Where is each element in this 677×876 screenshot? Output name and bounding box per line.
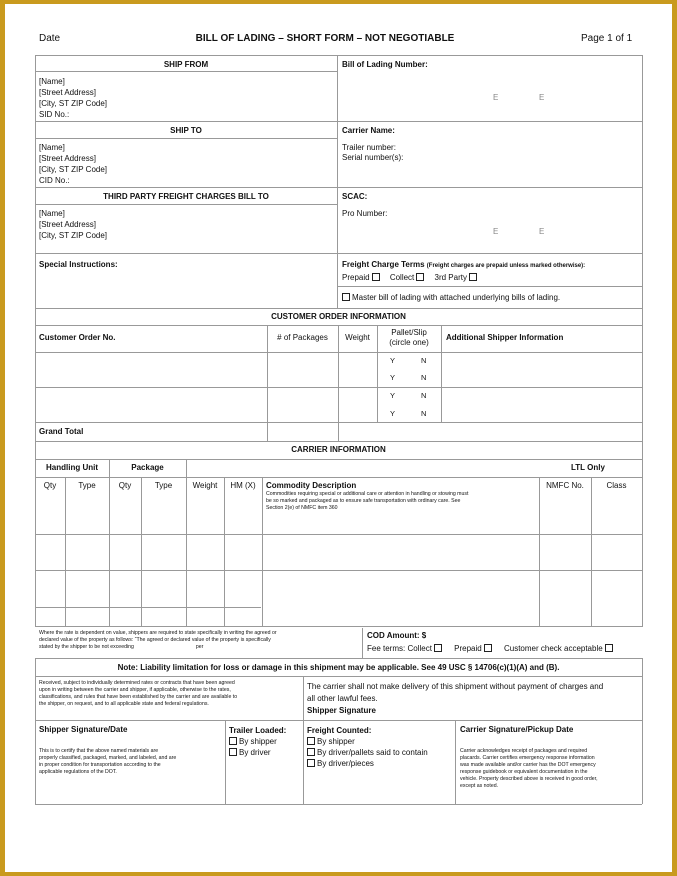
third-party-city: [City, ST ZIP Code] xyxy=(39,231,108,240)
received-line: classifications, and rules that have been established by the carrier and are available to xyxy=(39,694,238,700)
ship-from-name: [Name] xyxy=(39,77,65,86)
rule xyxy=(35,658,642,659)
third-party-checkbox[interactable] xyxy=(469,273,477,281)
rule xyxy=(267,325,268,441)
rule xyxy=(35,676,642,677)
shipper-signature-label: Shipper Signature xyxy=(307,706,376,715)
barcode-glyph: E xyxy=(493,227,499,236)
fee-collect-checkbox[interactable] xyxy=(434,644,442,652)
ship-to-heading: SHIP TO xyxy=(170,126,202,135)
no-marker[interactable]: N xyxy=(421,356,427,365)
counted-by-shipper: By shipper xyxy=(317,737,355,746)
carrier-delivery-note xyxy=(307,681,603,717)
declared-value-note xyxy=(39,630,277,651)
rule xyxy=(35,658,36,804)
counted-by-shipper-checkbox[interactable] xyxy=(307,737,315,745)
rule xyxy=(35,204,337,205)
fee-prepaid-option: Prepaid xyxy=(454,644,482,653)
received-line: Received, subject to individually determined rates or contracts that have been agreed xyxy=(39,680,235,686)
barcode-glyph: E xyxy=(539,93,545,102)
col-packages: # of Packages xyxy=(277,333,328,342)
shipper-certification xyxy=(39,748,176,776)
rule xyxy=(35,607,261,608)
border-left xyxy=(35,55,36,627)
liability-note: Note: Liability limitation for loss or damage in this shipment may be applicable. See 49 USC § 14706(c)(1)(A) and (B). xyxy=(117,663,560,672)
master-bill xyxy=(342,293,560,302)
counted-by-pallets-checkbox[interactable] xyxy=(307,748,315,756)
ship-from-city: [City, ST ZIP Code] xyxy=(39,99,108,108)
third-party-heading: THIRD PARTY FREIGHT CHARGES BILL TO xyxy=(103,192,269,201)
fee-collect-option: Collect xyxy=(407,644,432,653)
package-label: Package xyxy=(131,463,164,472)
ship-from-sid: SID No.: xyxy=(39,110,70,119)
rule xyxy=(35,626,642,627)
ltl-only-label: LTL Only xyxy=(571,463,605,472)
master-bill-checkbox[interactable] xyxy=(342,293,350,301)
rule xyxy=(35,308,642,309)
serial-number-label: Serial number(s): xyxy=(342,153,404,162)
by-driver-checkbox[interactable] xyxy=(229,748,237,756)
divider-mid xyxy=(337,55,338,308)
carrier-acknowledgement xyxy=(460,748,598,790)
col-weight: Weight xyxy=(345,333,370,342)
commodity-note-line: be so marked and packaged as to ensure safe transportation with ordinary care. See xyxy=(266,498,461,504)
border-right xyxy=(642,55,643,627)
freight-counted-title: Freight Counted: xyxy=(307,726,372,735)
ship-to-cid: CID No.: xyxy=(39,176,70,185)
collect-checkbox[interactable] xyxy=(416,273,424,281)
scac-label: SCAC: xyxy=(342,192,368,201)
rule xyxy=(35,187,642,188)
third-party-address xyxy=(39,208,107,241)
col-commodity: Commodity Description xyxy=(266,481,357,490)
rule xyxy=(35,534,642,535)
col-hu-qty: Qty xyxy=(43,481,57,490)
shipper-cert-line: in proper condition for transportation according to the xyxy=(39,762,161,768)
received-line: the shipper, on request, and to all applicable state and federal regulations. xyxy=(39,701,209,707)
trailer-by-shipper: By shipper xyxy=(239,737,277,746)
carrier-ack-line: was made available and/or carrier has the DOT emergency xyxy=(460,762,596,768)
rule xyxy=(362,628,363,658)
rule xyxy=(224,477,225,626)
carrier-info-heading: CARRIER INFORMATION xyxy=(291,445,386,454)
rule xyxy=(35,253,642,254)
rule xyxy=(303,676,304,804)
ship-to-city: [City, ST ZIP Code] xyxy=(39,165,108,174)
yes-marker[interactable]: Y xyxy=(390,391,396,400)
col-weight: Weight xyxy=(192,481,218,490)
commodity-note-line: Section 2(e) of NMFC item 360 xyxy=(266,505,338,511)
rule xyxy=(35,441,642,442)
rule xyxy=(338,325,339,441)
by-shipper-checkbox[interactable] xyxy=(229,737,237,745)
rule xyxy=(141,477,142,626)
customer-check-checkbox[interactable] xyxy=(605,644,613,652)
fee-terms xyxy=(367,644,615,653)
fee-terms-label: Fee terms: xyxy=(367,644,406,653)
carrier-note-line: The carrier shall not make delivery of this shipment without payment of charges and xyxy=(307,682,604,691)
ship-to-name: [Name] xyxy=(39,143,65,152)
third-party-street: [Street Address] xyxy=(39,220,96,229)
customer-order-heading: CUSTOMER ORDER INFORMATION xyxy=(271,312,406,321)
master-bill-text: Master bill of lading with attached underlying bills of lading. xyxy=(352,293,561,302)
col-pallet-sub: (circle one) xyxy=(389,338,429,347)
col-additional: Additional Shipper Information xyxy=(446,333,564,342)
yes-marker[interactable]: Y xyxy=(390,373,396,382)
customer-check-option: Customer check acceptable xyxy=(503,644,603,653)
special-instructions-label: Special Instructions: xyxy=(39,260,118,269)
rule xyxy=(35,459,642,460)
declared-value-line: Where the rate is dependent on value, shippers are required to state specifically in writing the agreed or xyxy=(39,630,277,636)
barcode-glyph: E xyxy=(539,227,545,236)
col-pallet-label: Pallet/Slip xyxy=(391,328,427,337)
carrier-note-line: all other lawful fees. xyxy=(307,694,378,703)
handling-unit-label: Handling Unit xyxy=(46,463,98,472)
declared-value-line: stated by the shipper to be not exceeding xyxy=(39,644,134,650)
third-party-option: 3rd Party xyxy=(434,273,467,282)
col-class: Class xyxy=(606,481,627,490)
rule xyxy=(65,477,66,626)
rule xyxy=(591,477,592,626)
col-pkg-type: Type xyxy=(154,481,173,490)
carrier-ack-line: vehicle. Property described above is received in good order, xyxy=(460,776,598,782)
no-marker[interactable]: N xyxy=(421,391,427,400)
shipper-cert-line: applicable regulations of the DOT. xyxy=(39,769,117,775)
collect-option: Collect xyxy=(389,273,415,282)
yes-marker[interactable]: Y xyxy=(390,356,396,365)
counted-by-pieces: By driver/pieces xyxy=(317,759,374,768)
col-customer-order: Customer Order No. xyxy=(39,333,116,342)
rule xyxy=(337,286,642,287)
bol-number-label: Bill of Lading Number: xyxy=(342,60,428,69)
rule xyxy=(225,720,226,804)
col-pallet xyxy=(377,328,441,348)
counted-by-pieces-checkbox[interactable] xyxy=(307,759,315,767)
per-label: per xyxy=(195,644,204,650)
shipper-signature-title: Shipper Signature/Date xyxy=(39,725,128,734)
prepaid-checkbox[interactable] xyxy=(372,273,380,281)
trailer-number-label: Trailer number: xyxy=(342,143,396,152)
ship-from-street: [Street Address] xyxy=(39,88,96,97)
rule xyxy=(35,71,337,72)
col-hm: HM (X) xyxy=(230,481,256,490)
carrier-signature-title: Carrier Signature/Pickup Date xyxy=(460,725,574,734)
declared-value-line: declared value of the property as follows: “The agreed or declared value of the property is specifically xyxy=(39,637,271,643)
received-line: upon in writing between the carrier and shipper, if applicable, otherwise to the rates, xyxy=(39,687,231,693)
ship-to-street: [Street Address] xyxy=(39,154,96,163)
carrier-ack-line: except as noted. xyxy=(460,783,499,789)
freight-counted xyxy=(307,725,428,769)
rule xyxy=(35,804,642,805)
freight-terms-note: (Freight charges are prepaid unless marked otherwise): xyxy=(426,263,586,269)
fee-prepaid-checkbox[interactable] xyxy=(484,644,492,652)
carrier-ack-line: response guidebook or equivalent documentation in the xyxy=(460,769,588,775)
carrier-ack-line: placards. Carrier certifies emergency response information xyxy=(460,755,595,761)
ship-to-address xyxy=(39,142,107,186)
commodity-note-line: Commodities requiring special or additional care or attention in handling or stowing must xyxy=(266,491,469,497)
document-title: BILL OF LADING – SHORT FORM – NOT NEGOTIABLE xyxy=(195,33,455,44)
ship-from-address xyxy=(39,76,107,120)
freight-terms-label: Freight Charge Terms xyxy=(342,260,425,269)
rule xyxy=(455,720,456,804)
rule xyxy=(441,325,442,422)
barcode-glyph: E xyxy=(493,93,499,102)
carrier-ack-line: Carrier acknowledges receipt of packages and required xyxy=(460,748,588,754)
no-marker[interactable]: N xyxy=(421,409,427,418)
counted-by-pallets: By driver/pallets said to contain xyxy=(317,748,428,757)
shipper-cert-line: properly classified, packaged, marked, and labeled, and are xyxy=(39,755,177,761)
rule xyxy=(262,477,263,626)
rule xyxy=(642,658,643,804)
commodity-note xyxy=(266,491,468,512)
rule xyxy=(35,138,337,139)
grand-total-label: Grand Total xyxy=(39,427,84,436)
rule xyxy=(539,477,540,626)
col-nmfc: NMFC No. xyxy=(546,481,584,490)
shipper-cert-line: This is to certify that the above named materials are xyxy=(39,748,159,754)
rule xyxy=(35,720,642,721)
yes-marker[interactable]: Y xyxy=(390,409,396,418)
carrier-name-label: Carrier Name: xyxy=(342,126,395,135)
page-number: Page 1 of 1 xyxy=(581,33,633,44)
bill-of-lading-page xyxy=(5,4,672,872)
col-pkg-qty: Qty xyxy=(118,481,132,490)
cod-amount-label: COD Amount: $ xyxy=(367,631,427,640)
ship-from-heading: SHIP FROM xyxy=(163,60,209,69)
trailer-loaded xyxy=(229,725,286,758)
freight-terms xyxy=(342,260,585,269)
rule xyxy=(35,570,642,571)
date-label: Date xyxy=(39,33,61,44)
border-top xyxy=(35,55,642,56)
received-text xyxy=(39,680,237,708)
third-party-name: [Name] xyxy=(39,209,65,218)
trailer-loaded-title: Trailer Loaded: xyxy=(229,726,287,735)
trailer-by-driver: By driver xyxy=(239,748,271,757)
col-hu-type: Type xyxy=(78,481,96,490)
freight-terms-options xyxy=(342,273,479,282)
rule xyxy=(35,121,642,122)
prepaid-option: Prepaid xyxy=(342,273,370,282)
pro-number-label: Pro Number: xyxy=(342,209,388,218)
no-marker[interactable]: N xyxy=(421,373,427,382)
rule xyxy=(35,477,642,478)
